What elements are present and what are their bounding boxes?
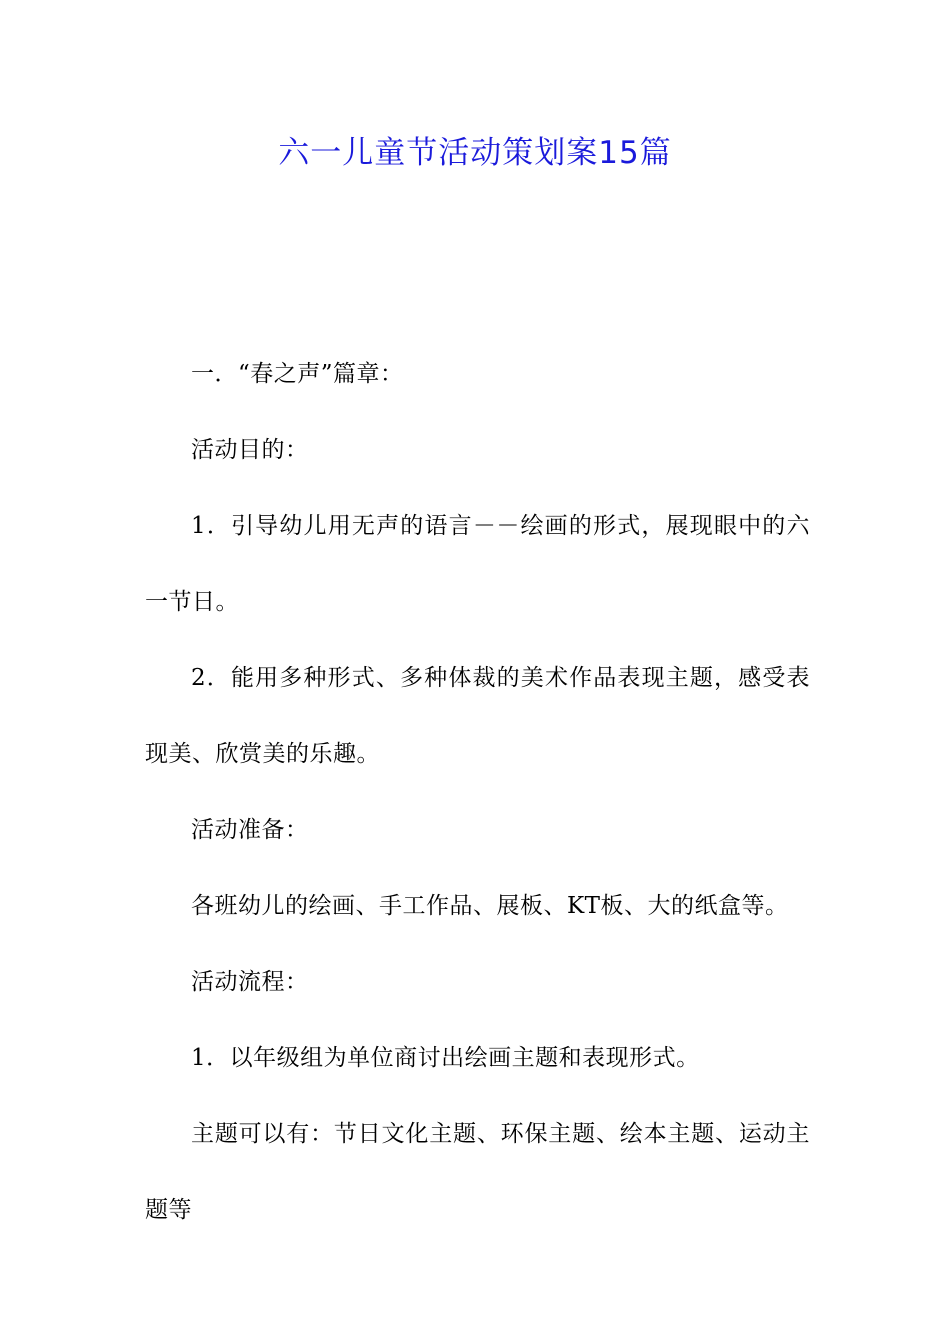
section-heading-spring-voice: 一．“春之声”篇章： [191,361,404,387]
activity-goal-item-2: 2．能用多种形式、多种体裁的美术作品表现主题，感受表现美、欣赏美的乐趣。 [145,665,810,767]
document-body [145,336,810,1248]
activity-preparation-heading: 活动准备： [191,817,309,843]
document-title: 六一儿童节活动策划案15篇 [278,135,672,171]
activity-preparation-text: 各班幼儿的绘画、手工作品、展板、KT板、大的纸盒等。 [191,893,789,919]
activity-goal-item-1: 1．引导幼儿用无声的语言－－绘画的形式，展现眼中的六一节日。 [145,513,810,615]
activity-theme-text: 主题可以有：节日文化主题、环保主题、绘本主题、运动主题等 [145,1121,810,1223]
activity-goal-heading: 活动目的： [191,437,309,463]
activity-process-heading: 活动流程： [191,969,309,995]
activity-process-item-1: 1．以年级组为单位商讨出绘画主题和表现形式。 [191,1045,700,1071]
